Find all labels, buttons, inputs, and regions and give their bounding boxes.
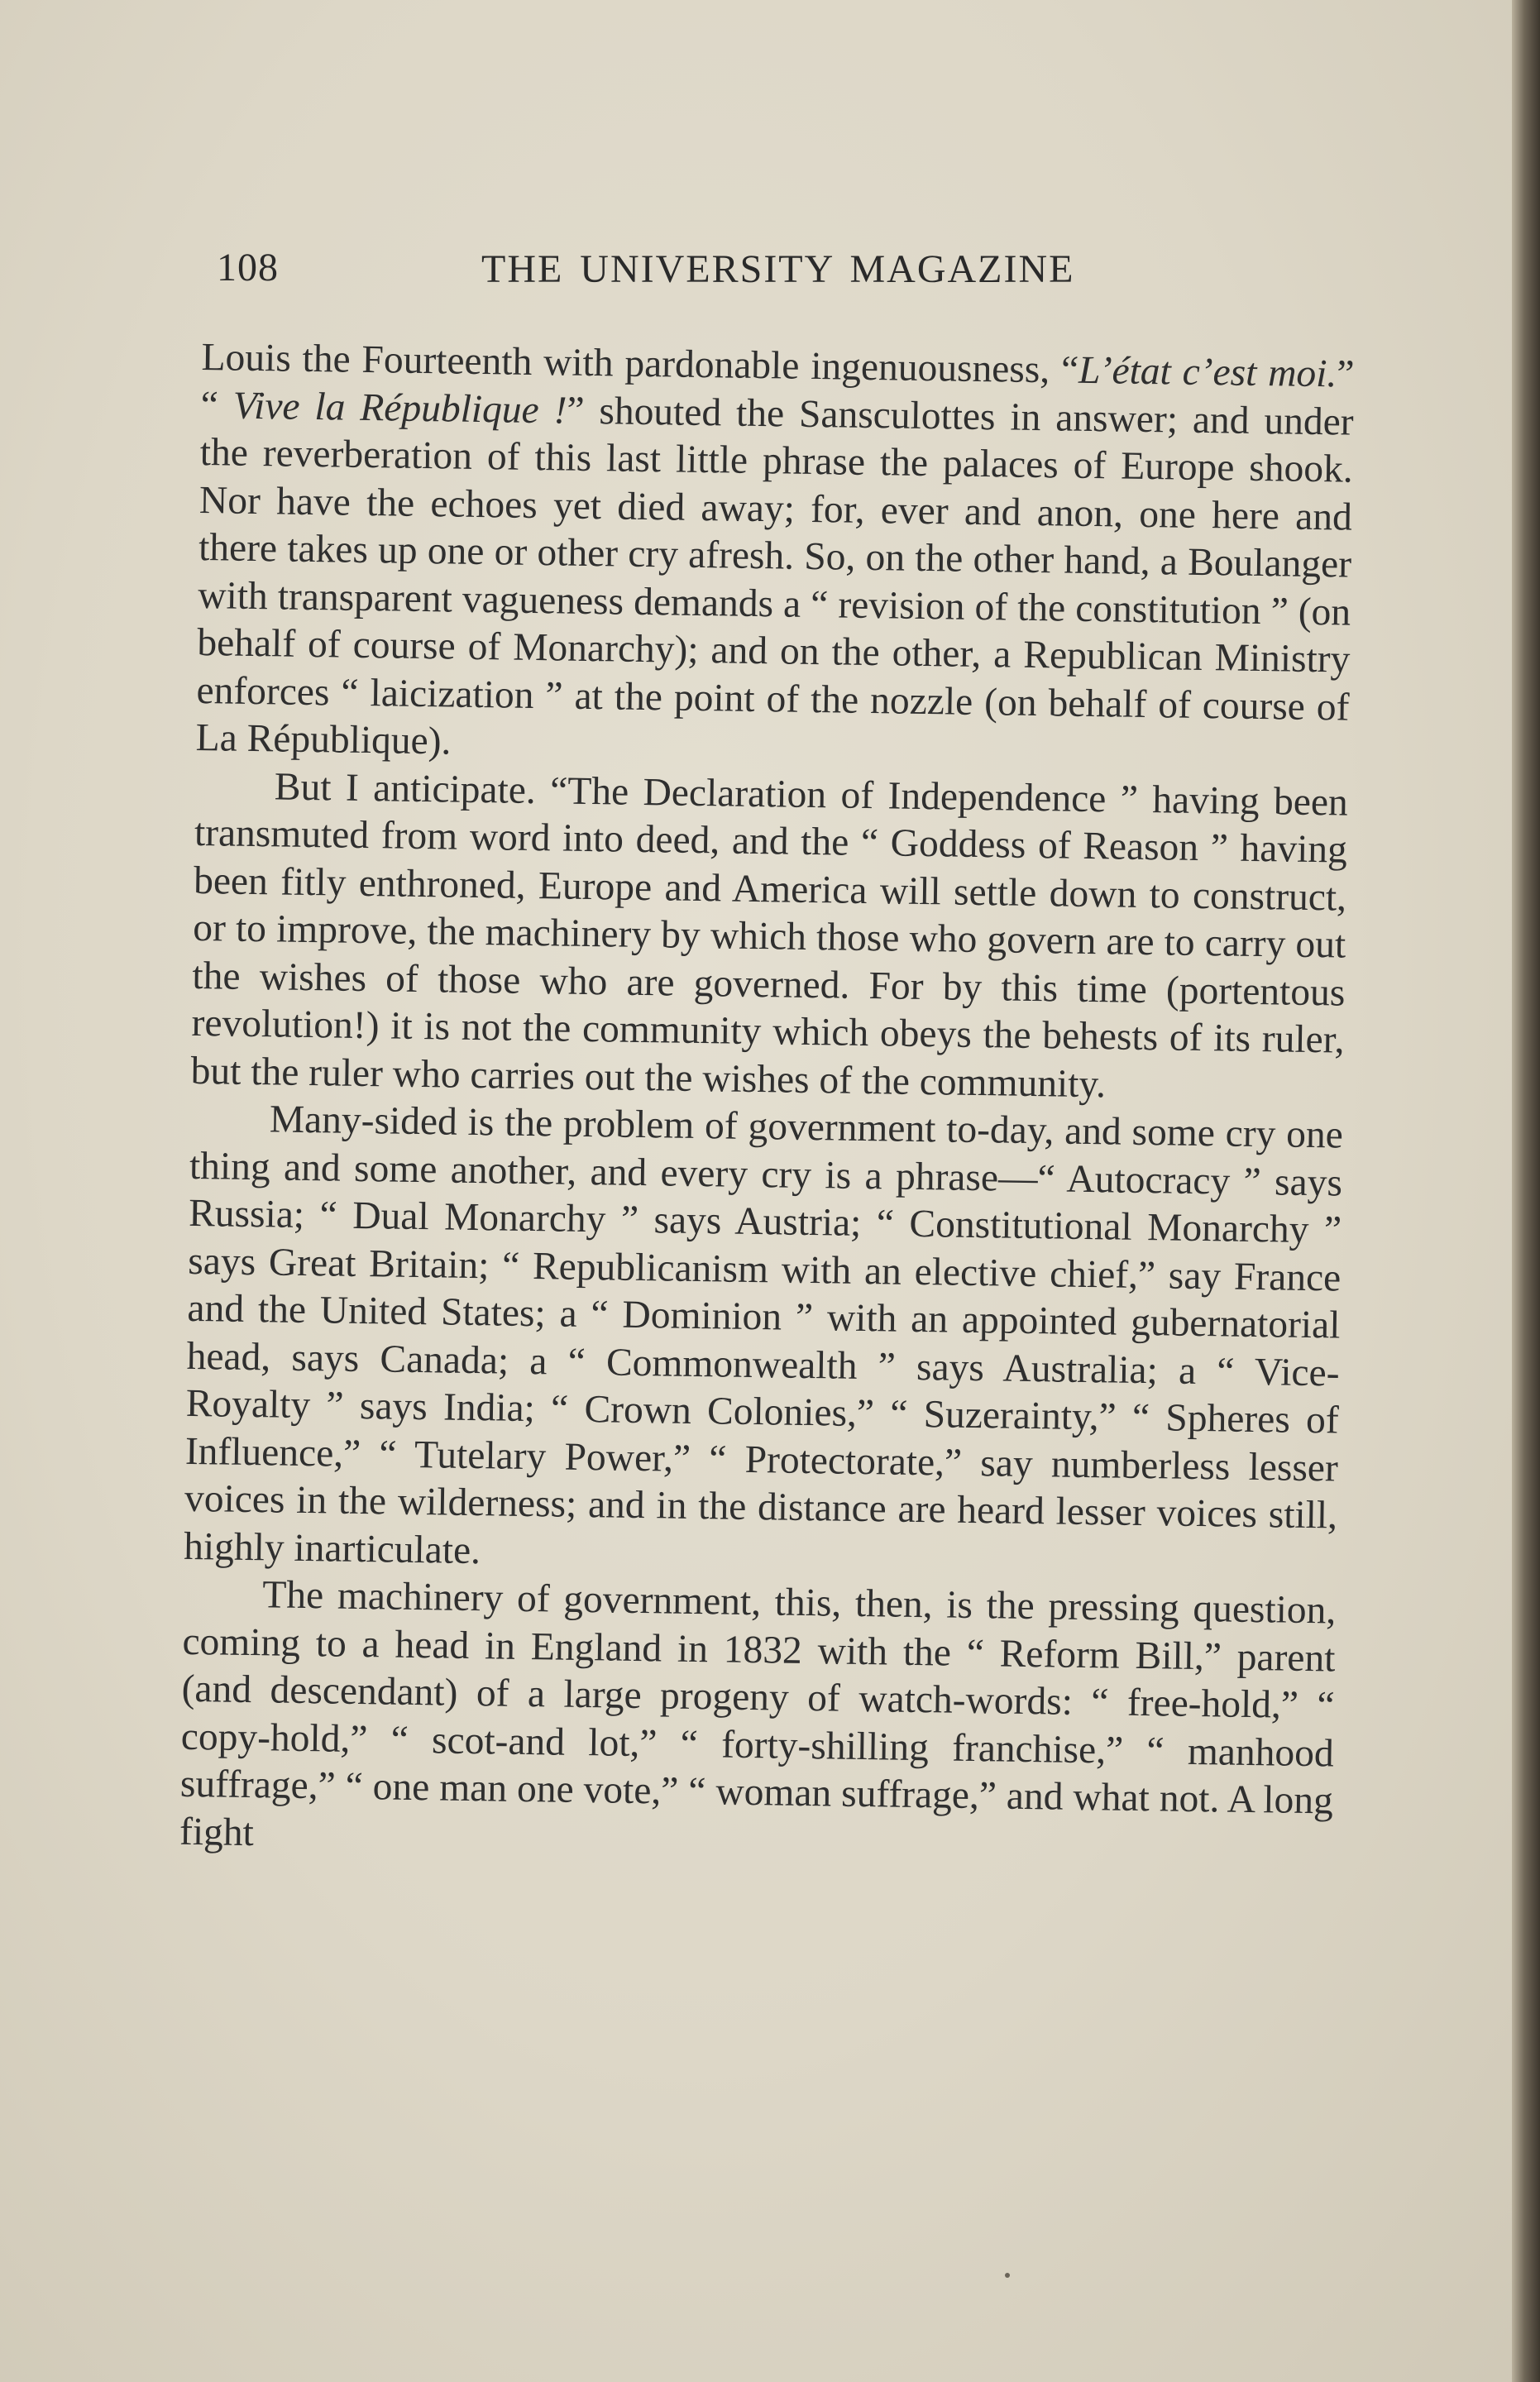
paper-speck	[1005, 2273, 1010, 2278]
paragraph-1-text-a: Louis the Fourteenth with pardonable ingenuousness, “	[201, 335, 1079, 392]
page-number: 108	[217, 246, 279, 289]
quote-vive-la-republique: Vive la République !	[232, 384, 567, 433]
book-spine-shadow	[1512, 0, 1540, 2382]
paragraph-3: Many-sided is the problem of government to-day, and some cry one thing and some another, and every cry is a phrase—“ Autocracy ” says Russia; “ Dual Monarchy ” says Austria; “ Constitutional Monarchy ” says Great Britain; “ Republicanism with an elective chief,” say France and the United States; a “ Dominion ” with an appointed gubernatorial head, says Canada; a “ Commonwealth ” says Australia; a “ Vice-Royalty ” says India; “ Crown Colonies,” “ Suzerainty,” “ Spheres of Influence,” “ Tutelary Power,” “ Protectorate,” say numberless lesser voices in the wilderness; and in the distance are heard lesser voices still, highly inarticulate.	[183, 1098, 1344, 1572]
paragraph-1	[195, 334, 1355, 779]
paragraph-1-text-e: ” shouted the Sansculottes in answer; and under the reverberation of this last little phrase the palaces of Europe shook. Nor have the echoes yet died away; for, ever and anon, one here and there takes up one or other cry afresh. So, on the other hand, a Boulanger with transparent vagueness demands a “ revision of the constitution ” (on behalf of course of Monarchy); and on the other, a Republican Ministry enforces “ laicization ” at the point of the nozzle (on behalf of course of La République).	[195, 389, 1354, 763]
paragraph-2: But I anticipate. “The Declaration of Independence ” having been transmuted from word into deed, and the “ Goddess of Reason ” having been fitly enthroned, Europe and America will settle down to construct, or to improve, the machinery by which those who govern are to carry out the wishes of those who are governed. For by this time (portentous revolution!) it is not the community which obeys the behests of its ruler, but the ruler who carries out the wishes of the community.	[190, 764, 1349, 1106]
running-title: THE UNIVERSITY MAGAZINE	[481, 247, 1075, 291]
page-header	[217, 238, 1358, 304]
quote-letat-cest-moi: L’état c’est moi.	[1078, 348, 1337, 396]
paragraph-4: The machinery of government, this, then, is the pressing question, coming to a head in England in 1832 with the “ Reform Bill,” parent (and descendant) of a large progeny of watch-words: “ free-hold,” “ copy-hold,” “ scot-and lot,” “ forty-shilling franchise,” “ manhood suffrage,” “ one man one vote,” “ woman suffrage,” and what not. A long fight	[179, 1573, 1337, 1854]
body-text	[179, 334, 1355, 1873]
paragraph-1-text-c: ” “	[200, 352, 1355, 428]
